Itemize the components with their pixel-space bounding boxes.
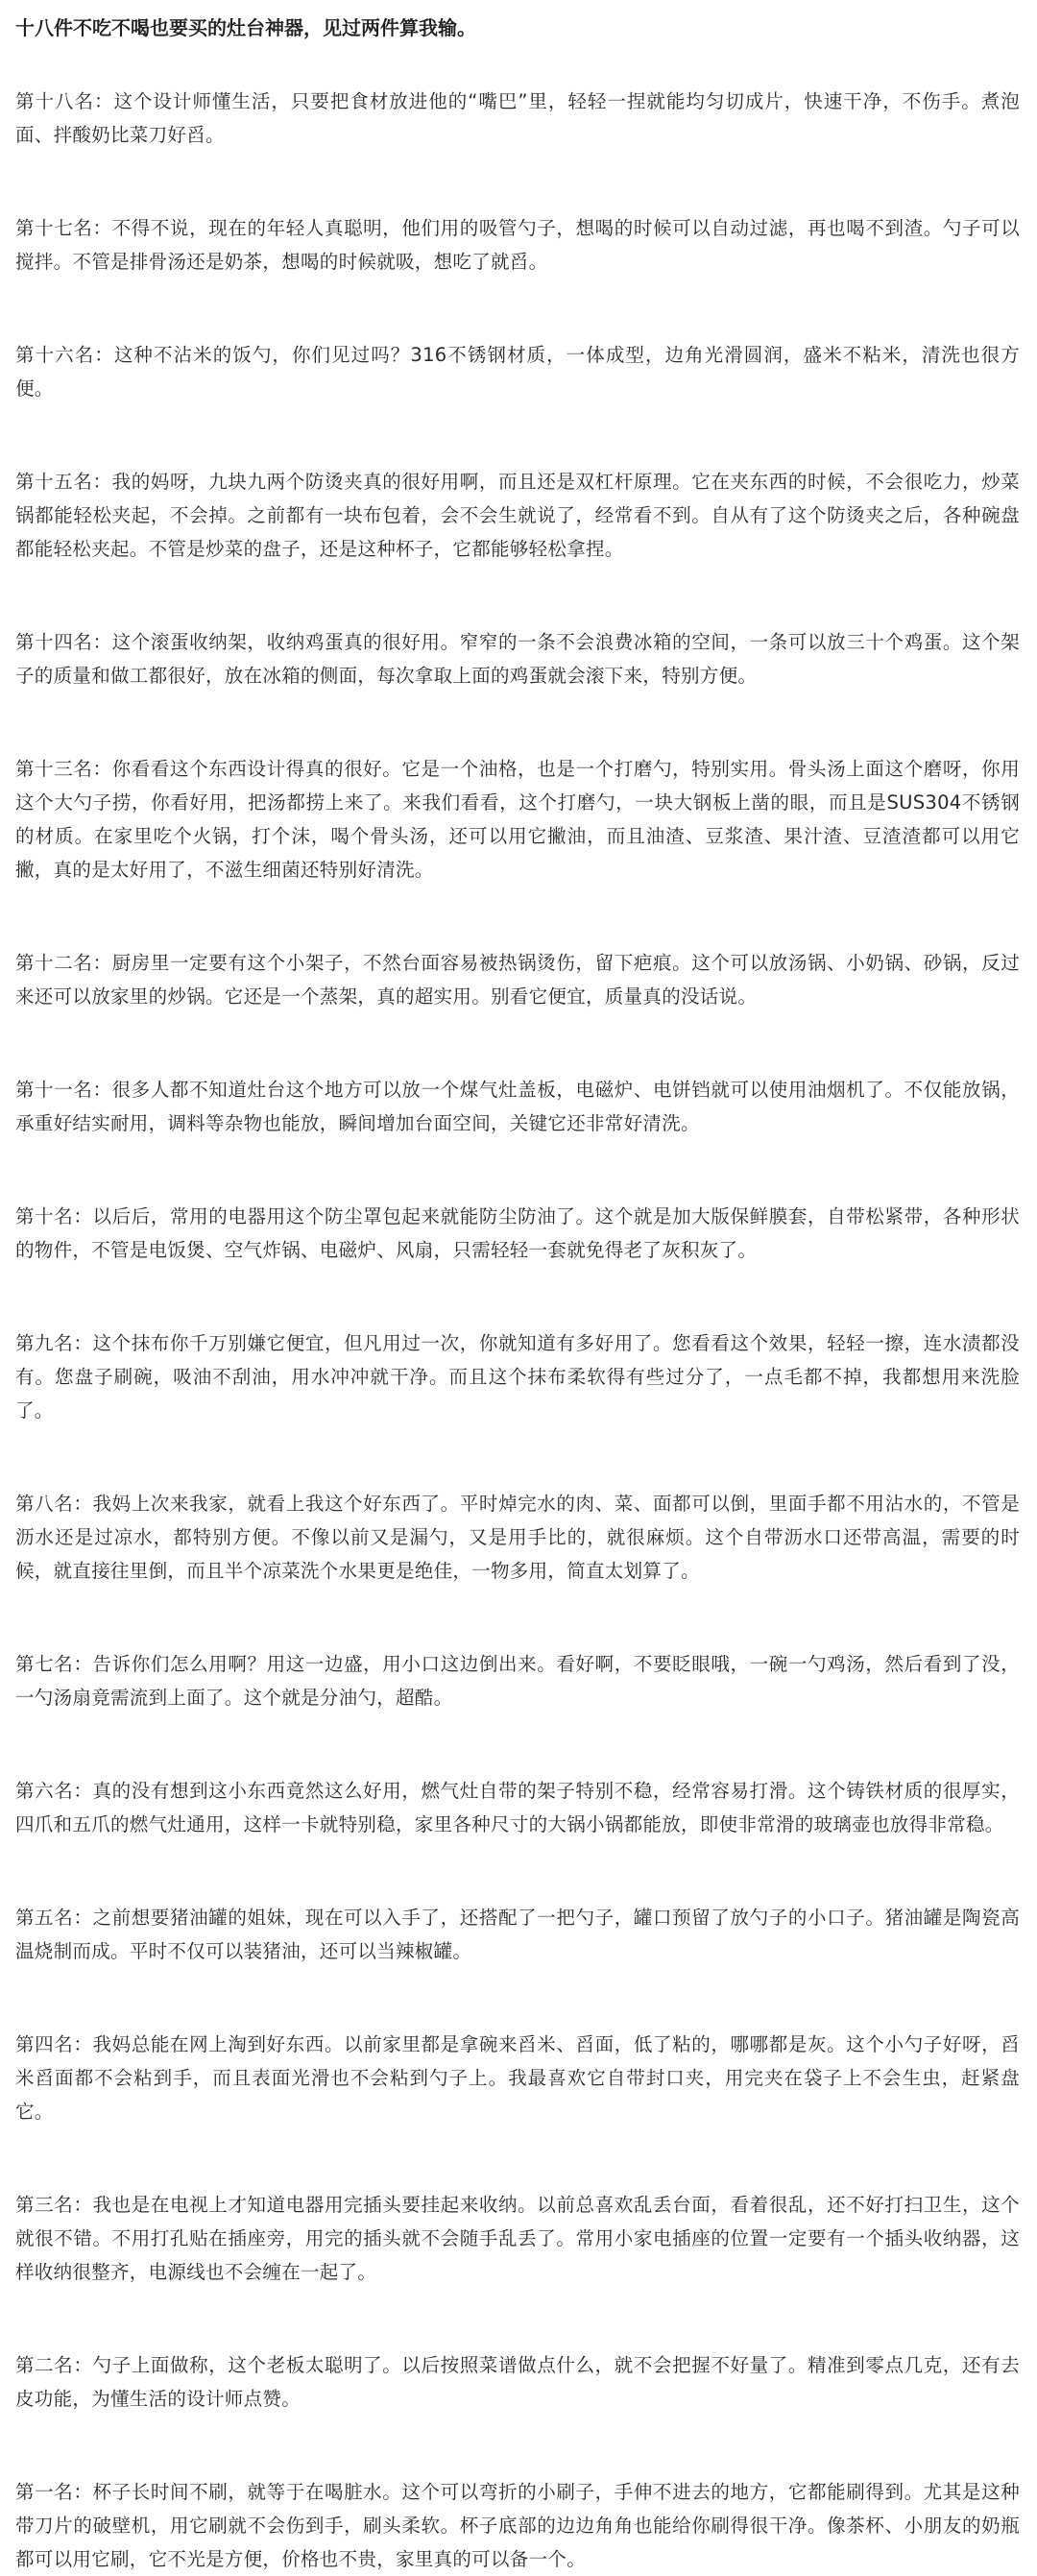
paragraph-rank-12: 第十二名：厨房里一定要有这个小架子，不然台面容易被热锅烫伤，留下疤痕。这个可以放汤锅、小奶锅、砂锅，反过来还可以放家里的炒锅。它还是一个蒸架，真的超实用。别看它便宜，质量真的没话说。: [15, 952, 1020, 1008]
paragraph-rank-3: 第三名：我也是在电视上才知道电器用完插头要挂起来收纳。以前总喜欢乱丢台面，看着很乱，还不好打扫卫生，这个就很不错。不用打孔贴在插座旁，用完的插头就不会随手乱丢了。常用小家电插座的位置一定要有一个插头收纳器，这样收纳很整齐，电源线也不会缠在一起了。: [15, 2194, 1020, 2283]
paragraph-rank-10: 第十名：以后后，常用的电器用这个防尘罩包起来就能防尘防油了。这个就是加大版保鲜膜套，自带松紧带，各种形状的物件，不管是电饭煲、空气炸锅、电磁炉、风扇，只需轻轻一套就免得老了灰积灰了。: [15, 1205, 1020, 1261]
paragraph-rank-17: 第十七名：不得不说，现在的年轻人真聪明，他们用的吸管勺子，想喝的时候可以自动过滤，再也喝不到渣。勺子可以搅拌。不管是排骨汤还是奶茶，想喝的时候就吸，想吃了就舀。: [15, 217, 1020, 273]
paragraph-rank-11: 第十一名：很多人都不知道灶台这个地方可以放一个煤气灶盖板，电磁炉、电饼铛就可以使用油烟机了。不仅能放锅，承重好结实耐用，调料等杂物也能放，瞬间增加台面空间，关键它还非常好清洗。: [15, 1079, 1020, 1134]
paragraph-rank-18: 第十八名：这个设计师懂生活，只要把食材放进他的“嘴巴”里，轻轻一捏就能均匀切成片，快速干净，不伤手。煮泡面、拌酸奶比菜刀好舀。: [15, 90, 1020, 146]
paragraph-rank-8: 第八名：我妈上次来我家，就看上我这个好东西了。平时焯完水的肉、菜、面都可以倒，里面手都不用沾水的，不管是沥水还是过凉水，都特别方便。不像以前又是漏勺，又是用手比的，就很麻烦。这个自带沥水口还带高温，需要的时候，就直接往里倒，而且半个凉菜洗个水果更是绝佳，一物多用，简直太划算了。: [15, 1493, 1020, 1582]
paragraph-rank-2: 第二名：勺子上面做称，这个老板太聪明了。以后按照菜谱做点什么，就不会把握不好量了。精准到零点几克，还有去皮功能，为懂生活的设计师点赞。: [15, 2354, 1020, 2410]
article-title: 十八件不吃不喝也要买的灶台神器，见过两件算我输。: [15, 16, 476, 39]
article-body: [15, 85, 1020, 2576]
paragraph-rank-13: 第十三名：你看看这个东西设计得真的很好。它是一个油格，也是一个打磨勺，特别实用。骨头汤上面这个磨呀，你用这个大勺子捞，你看好用，把汤都捞上来了。来我们看看，这个打磨勺，一块大钢板上凿的眼，而且是SUS304不锈钢的材质。在家里吃个火锅，打个沫，喝个骨头汤，还可以用它撇油，而且油渣、豆浆渣、果汁渣、豆渣渣都可以用它撇，真的是太好用了，不滋生细菌还特别好清洗。: [15, 758, 1020, 881]
paragraph-rank-4: 第四名：我妈总能在网上淘到好东西。以前家里都是拿碗来舀米、舀面，低了粘的，哪哪都是灰。这个小勺子好呀，舀米舀面都不会粘到手，而且表面光滑也不会粘到勺子上。我最喜欢它自带封口夹，用完夹在袋子上不会生虫，赶紧盘它。: [15, 2033, 1020, 2123]
paragraph-rank-9: 第九名：这个抹布你千万别嫌它便宜，但凡用过一次，你就知道有多好用了。您看看这个效果，轻轻一擦，连水渍都没有。您盘子刷碗，吸油不刮油，用水冲冲就干净。而且这个抹布柔软得有些过分了，一点毛都不掉，我都想用来洗脸了。: [15, 1332, 1020, 1422]
paragraph-rank-1: 第一名：杯子长时间不刷，就等于在喝脏水。这个可以弯折的小刷子，手伸不进去的地方，它都能刷得到。尤其是这种带刀片的破壁机，用它刷就不会伤到手，刷头柔软。杯子底部的边边角角也能给你刷得很干净。像茶杯、小朋友的奶瓶都可以用它刷，它不光是方便，价格也不贵，家里真的可以备一个。: [15, 2481, 1020, 2570]
paragraph-rank-6: 第六名：真的没有想到这小东西竟然这么好用，燃气灶自带的架子特别不稳，经常容易打滑。这个铸铁材质的很厚实，四爪和五爪的燃气灶通用，这样一卡就特别稳，家里各种尺寸的大锅小锅都能放，即使非常滑的玻璃壶也放得非常稳。: [15, 1780, 1020, 1835]
paragraph-rank-15: 第十五名：我的妈呀，九块九两个防烫夹真的很好用啊，而且还是双杠杆原理。它在夹东西的时候，不会很吃力，炒菜锅都能轻松夹起，不会掉。之前都有一块布包着，会不会生就说了，经常看不到。自从有了这个防烫夹之后，各种碗盘都能轻松夹起。不管是炒菜的盘子，还是这种杯子，它都能够轻松拿捏。: [15, 471, 1020, 560]
paragraph-rank-7: 第七名：告诉你们怎么用啊？用这一边盛，用小口这边倒出来。看好啊，不要眨眼哦，一碗一勺鸡汤，然后看到了没，一勺汤扇竟需流到上面了。这个就是分油勺，超酷。: [15, 1653, 1020, 1709]
paragraph-rank-16: 第十六名：这种不沾米的饭勺，你们见过吗？316不锈钢材质，一体成型，边角光滑圆润，盛米不粘米，清洗也很方便。: [15, 344, 1020, 400]
paragraph-rank-14: 第十四名：这个滚蛋收纳架，收纳鸡蛋真的很好用。窄窄的一条不会浪费冰箱的空间，一条可以放三十个鸡蛋。这个架子的质量和做工都很好，放在冰箱的侧面，每次拿取上面的鸡蛋就会滚下来，特别方便。: [15, 631, 1020, 687]
paragraph-rank-5: 第五名：之前想要猪油罐的姐妹，现在可以入手了，还搭配了一把勺子，罐口预留了放勺子的小口子。猪油罐是陶瓷高温烧制而成。平时不仅可以装猪油，还可以当辣椒罐。: [15, 1907, 1020, 1962]
